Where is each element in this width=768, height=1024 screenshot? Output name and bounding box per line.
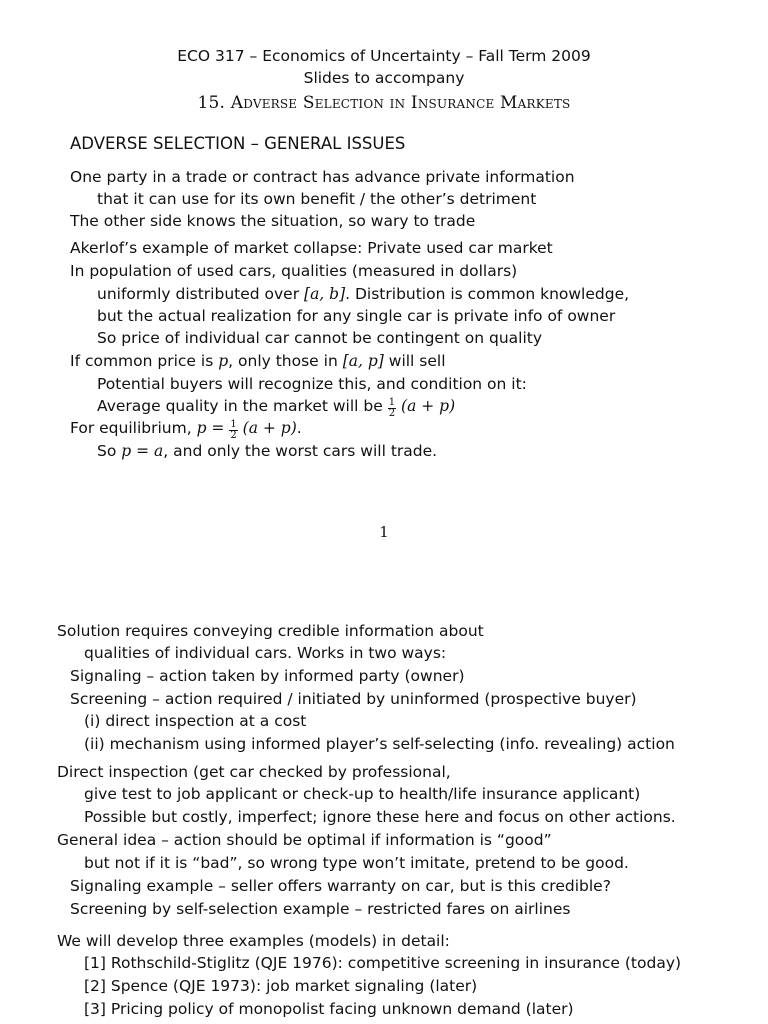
paragraph-line: [1] Rothschild-Stiglitz (QJE 1976): competitive screening in insurance (today) — [84, 954, 682, 972]
slides-subtitle: Slides to accompany — [303, 69, 465, 87]
paragraph-line: but the actual realization for any single car is private info of owner — [97, 307, 616, 325]
paragraph-line — [97, 284, 629, 304]
paragraph-line: Signaling – action taken by informed party (owner) — [70, 667, 465, 685]
course-title: ECO 317 – Economics of Uncertainty – Fall Term 2009 — [177, 47, 591, 65]
text-fragment: , and only the worst cars will trade. — [163, 442, 438, 460]
paragraph-line: Akerlof’s example of market collapse: Private used car market — [70, 239, 553, 257]
paragraph-line: that it can use for its own benefit / the other’s detriment — [97, 190, 537, 208]
math-interval: [a, b] — [304, 285, 346, 303]
paragraph-line: (i) direct inspection at a cost — [84, 712, 307, 730]
section-heading: ADVERSE SELECTION – GENERAL ISSUES — [70, 134, 406, 153]
text-fragment: , only those in — [228, 352, 343, 370]
paragraph-line: but not if it is “bad”, so wrong type won’t imitate, pretend to be good. — [84, 854, 629, 872]
paragraph-line — [70, 418, 302, 441]
math-expression: p = a — [121, 442, 164, 460]
text-fragment: Average quality in the market will be — [97, 397, 388, 415]
paragraph-line: The other side knows the situation, so wary to trade — [70, 212, 476, 230]
page-title: 15. Adverse Selection in Insurance Markets — [197, 93, 571, 113]
paragraph-line: Screening by self-selection example – restricted fares on airlines — [70, 900, 571, 918]
paragraph-line: Screening – action required / initiated by uninformed (prospective buyer) — [70, 690, 637, 708]
fraction-one-half: $\frac{1}{2}$ — [230, 419, 237, 441]
text-fragment: If common price is — [70, 352, 219, 370]
text-fragment: For equilibrium, — [70, 419, 197, 437]
text-fragment: . — [296, 419, 302, 437]
paragraph-line: [3] Pricing policy of monopolist facing unknown demand (later) — [84, 1000, 574, 1018]
text-fragment: will sell — [383, 352, 446, 370]
paragraph-line: Possible but costly, imperfect; ignore these here and focus on other actions. — [84, 808, 676, 826]
math-interval: [a, p] — [342, 352, 384, 370]
paragraph-line: Signaling example – seller offers warranty on car, but is this credible? — [70, 877, 611, 895]
paragraph-line: [2] Spence (QJE 1973): job market signaling (later) — [84, 977, 478, 995]
math-expression: (a + p) — [242, 419, 297, 437]
text-fragment: uniformly distributed over — [97, 285, 305, 303]
paragraph-line: General idea – action should be optimal if information is “good” — [57, 831, 552, 849]
paragraph-line — [97, 441, 437, 461]
paragraph-line: qualities of individual cars. Works in two ways: — [84, 644, 447, 662]
text-fragment: So — [97, 442, 122, 460]
math-expression: (a + p) — [401, 397, 456, 415]
paragraph-line: Solution requires conveying credible information about — [57, 622, 484, 640]
paragraph-line: give test to job applicant or check-up to health/life insurance applicant) — [84, 785, 641, 803]
math-symbol: p — [218, 352, 229, 370]
text-fragment: . Distribution is common knowledge, — [345, 285, 630, 303]
paragraph-line — [70, 351, 446, 371]
paragraph-line: So price of individual car cannot be contingent on quality — [97, 329, 543, 347]
paragraph-line: (ii) mechanism using informed player’s self-selecting (info. revealing) action — [84, 735, 675, 753]
fraction-one-half: $\frac{1}{2}$ — [388, 397, 396, 419]
paragraph-line: One party in a trade or contract has advance private information — [70, 168, 575, 186]
paragraph-line: Potential buyers will recognize this, and condition on it: — [97, 375, 527, 393]
page-number: 1 — [379, 523, 389, 541]
paragraph-line: We will develop three examples (models) in detail: — [57, 932, 450, 950]
paragraph-line — [97, 396, 455, 419]
math-expression: p = — [196, 419, 230, 437]
paragraph-line: In population of used cars, qualities (measured in dollars) — [70, 262, 518, 280]
paragraph-line: Direct inspection (get car checked by professional, — [57, 763, 451, 781]
